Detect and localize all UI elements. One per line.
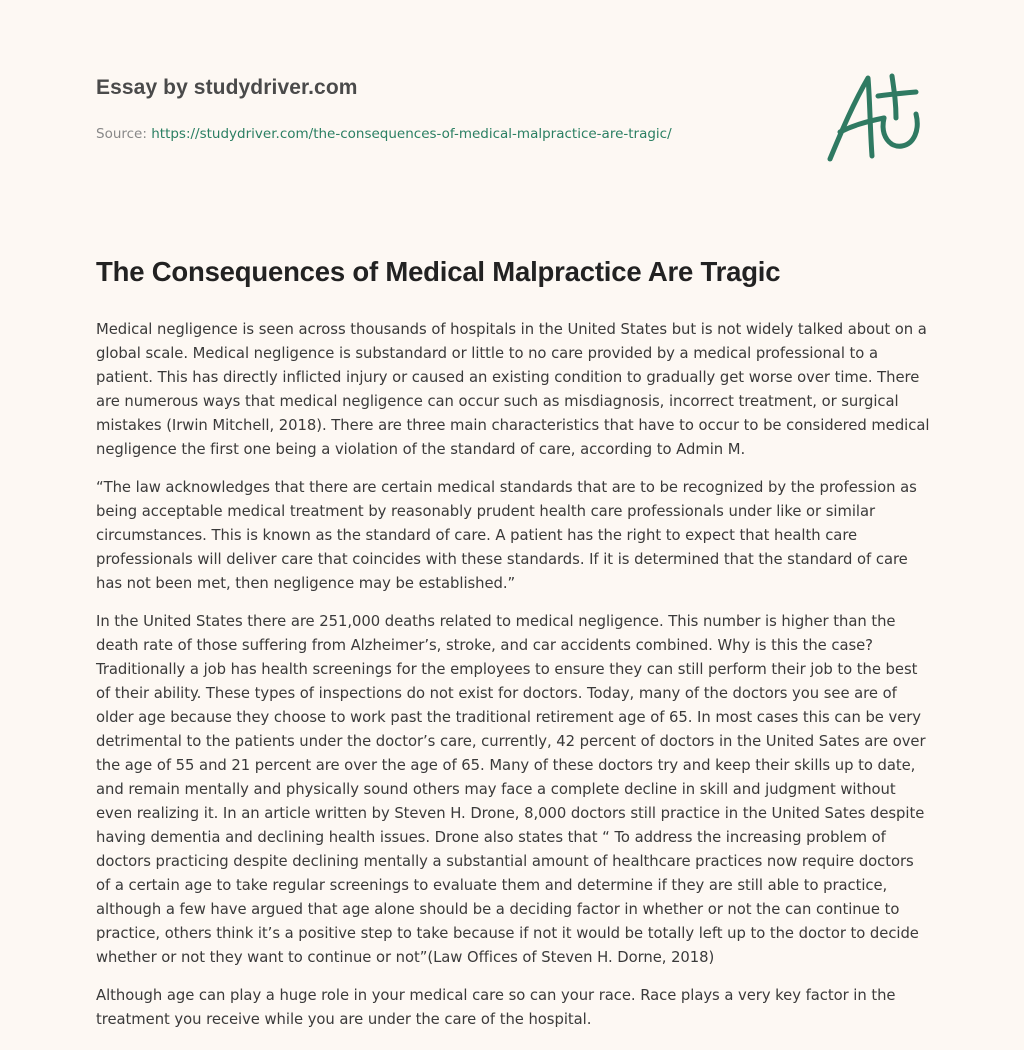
article-body bbox=[96, 318, 930, 1046]
source-line bbox=[96, 126, 796, 142]
paragraph-2: “The law acknowledges that there are certain medical standards that are to be recognized by the profession as being acceptable medical treatment by reasonably prudent health care professionals under like or similar circumstances. This is known as the standard of care. A patient has the right to expect that health care professionals will deliver care that coincides with these standards. If it is determined that the standard of care has not been met, then negligence may be established.” bbox=[96, 479, 917, 592]
a-plus-logo-icon bbox=[820, 66, 930, 166]
source-link[interactable]: https://studydriver.com/the-consequences-of-medical-malpractice-are-tragic/ bbox=[151, 126, 672, 142]
paragraph-4: Although age can play a huge role in your medical care so can your race. Race plays a very key factor in the treatment you receive while you are under the care of the hospital. bbox=[96, 987, 896, 1028]
paragraph-3: In the United States there are 251,000 deaths related to medical negligence. This number is higher than the death rate of those suffering from Alzheimer’s, stroke, and car accidents combined. Why is this the case? Traditionally a job has health screenings for the employees to ensure they can still perform their job to the best of their ability. These types of inspections do not exist for doctors. Today, many of the doctors you see are of older age because they choose to work past the traditional retirement age of 65. In most cases this can be very detrimental to the patients under the doctor’s care, currently, 42 percent of doctors in the United Sates are over the age of 55 and 21 percent are over the age of 65. Many of these doctors try and keep their skills up to date, and remain mentally and physically sound others may face a complete decline in skill and judgment without even realizing it. In an article written by Steven H. Drone, 8,000 doctors still practice in the United Sates despite having dementia and declining health issues. Drone also states that “ To address the increasing problem of doctors practicing despite declining mentally a substantial amount of healthcare practices now require doctors of a certain age to take regular screenings to evaluate them and determine if they are still able to practice, although a few have argued that age alone should be a deciding factor in whether or not the can continue to practice, others think it’s a positive step to take because if not it would be totally left up to the doctor to decide whether or not they want to continue or not”(Law Offices of Steven H. Dorne, 2018) bbox=[96, 613, 926, 966]
paragraph-1: Medical negligence is seen across thousands of hospitals in the United States but is not widely talked about on a global scale. Medical negligence is substandard or little to no care provided by a medical professional to a patient. This has directly inflicted injury or caused an existing condition to gradually get worse over time. There are numerous ways that medical negligence can occur such as misdiagnosis, incorrect treatment, or surgical mistakes (Irwin Mitchell, 2018). There are three main characteristics that have to occur to be considered medical negligence the first one being a violation of the standard of care, according to Admin M. bbox=[96, 321, 930, 458]
site-brand: Essay by studydriver.com bbox=[96, 76, 358, 99]
article-title: The Consequences of Medical Malpractice Are Tragic bbox=[96, 256, 781, 287]
page-header bbox=[96, 70, 796, 142]
source-label: Source: bbox=[96, 126, 152, 142]
